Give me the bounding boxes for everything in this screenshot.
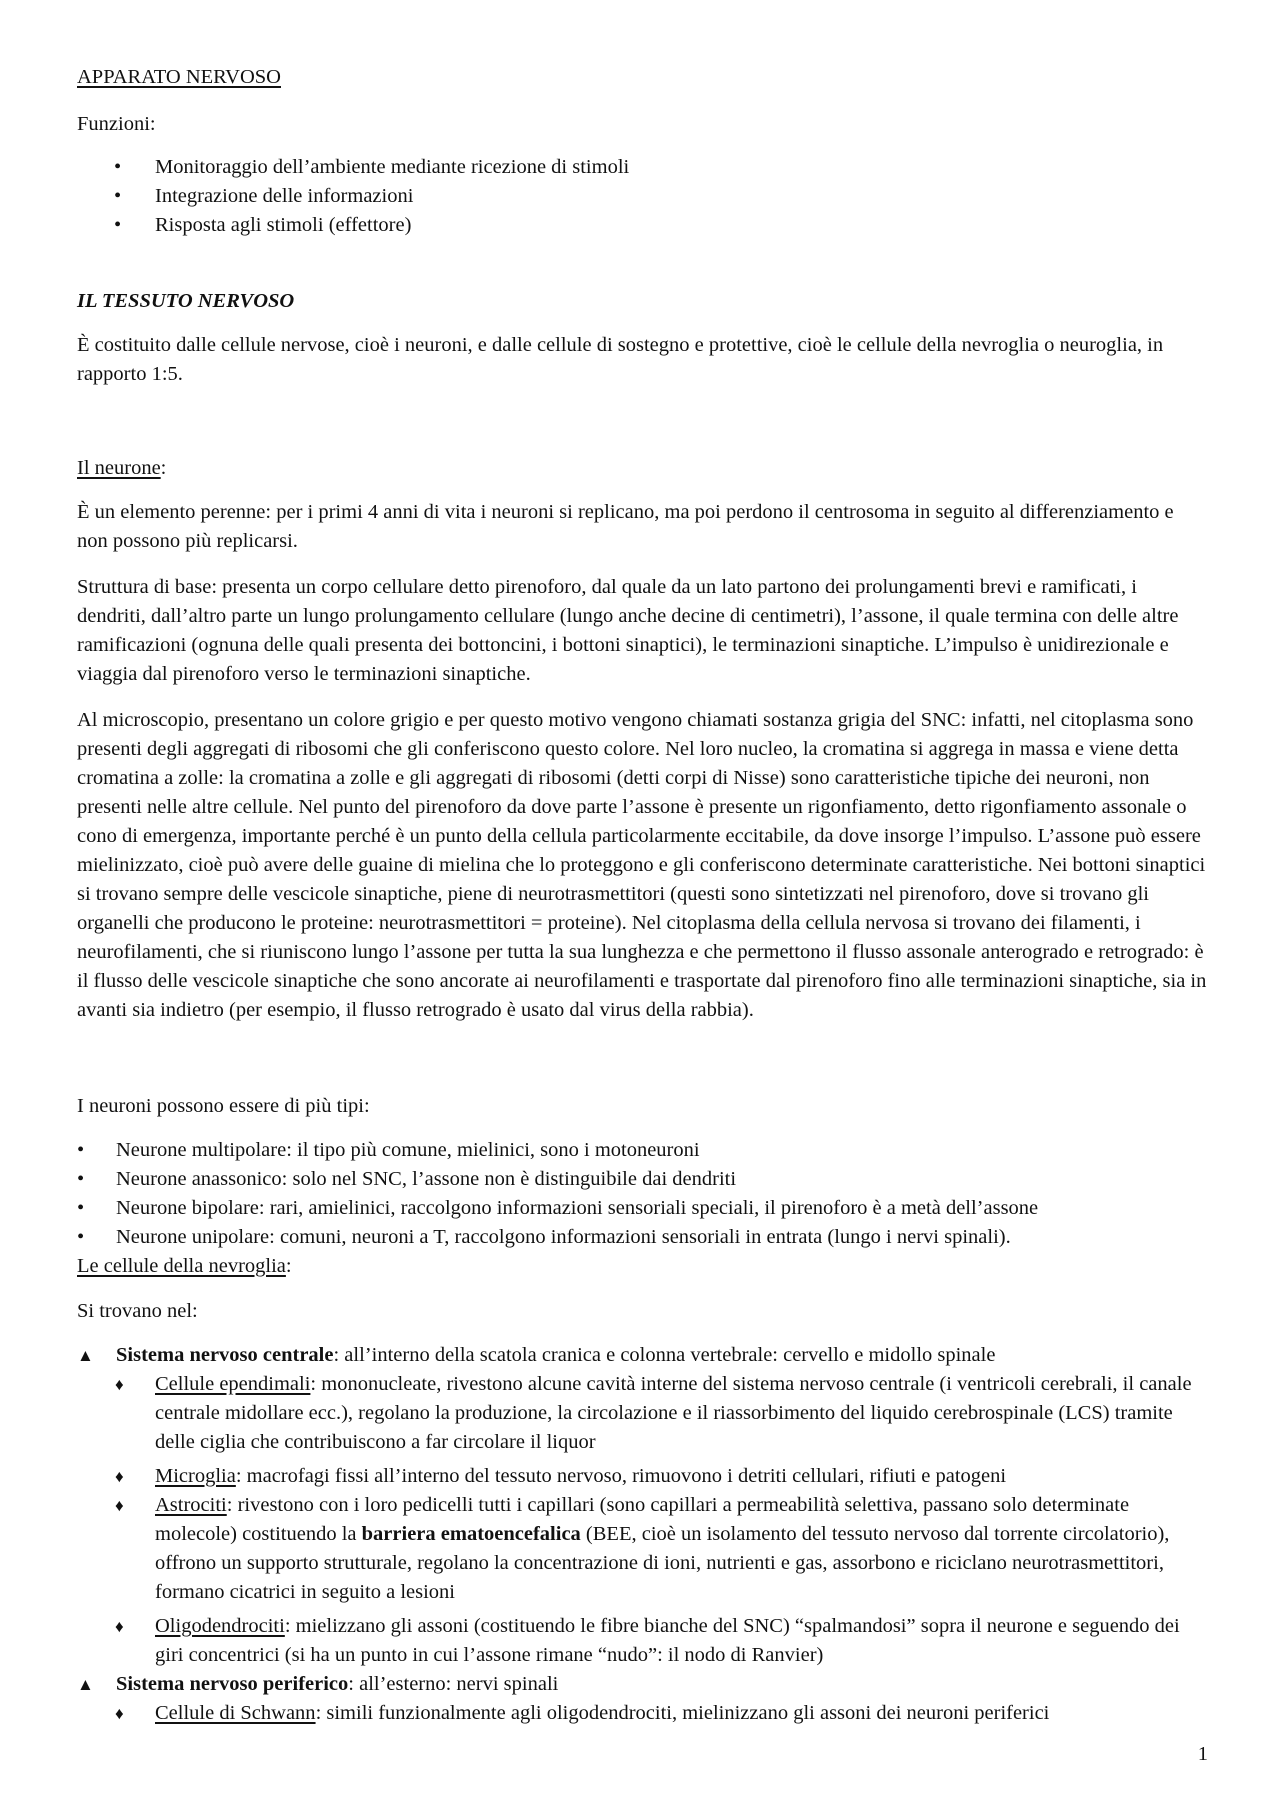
list-item: • Neurone anassonico: solo nel SNC, l’assone non è distinguibile dai dendriti xyxy=(77,1165,1207,1194)
diamond-bullet-icon: ♦ xyxy=(115,1496,124,1515)
nevroglia-section xyxy=(77,1341,1207,1728)
neurone-heading: Il neurone: xyxy=(77,457,167,479)
neurone-paragraph-2: Struttura di base: presenta un corpo cellulare detto pirenoforo, dal quale da un lato partono dei prolungamenti brevi e ramificati, i dendriti, dall’altro parte un lungo prolungamento cellulare (lungo anche decine di centimetri), l’assone, il quale termina con delle altre ramificazioni (ognuna delle quali presenta dei bottoncini, i bottoni sinaptici), le terminazioni sinaptiche. L’impulso è unidirezionale e viaggia dal pirenoforo verso le terminazioni sinaptiche. xyxy=(77,576,1179,685)
list-item: • Monitoraggio dell’ambiente mediante ricezione di stimoli xyxy=(77,153,1207,182)
astrociti-item: ♦ Astrociti: rivestono con i loro pedicelli tutti i capillari (sono capillari a permeabilità selettiva, passano solo determinate molecole) costituendo la barriera ematoencefalica (BEE, cioè un isolamento del tessuto nervoso dal torrente circolatorio), offrono un supporto strutturale, regolano la concentrazione di ioni, nutrienti e gas, assorbono e riciclano neurotrasmettitori, formano cicatrici in seguito a lesioni xyxy=(77,1491,1207,1607)
tessuto-paragraph: È costituito dalle cellule nervose, cioè i neuroni, e dalle cellule di sostegno e protettive, cioè le cellule della nevroglia o neuroglia, in rapporto 1:5. xyxy=(77,334,1164,385)
schwann-item: ♦ Cellule di Schwann: simili funzionalmente agli oligodendrociti, mielinizzano gli assoni dei neuroni periferici xyxy=(77,1699,1207,1728)
triangle-bullet-icon: ▲ xyxy=(77,1675,94,1694)
page-title: APPARATO NERVOSO xyxy=(77,66,281,88)
snp-item: ▲ Sistema nervoso periferico: all’esterno: nervi spinali xyxy=(77,1670,1207,1699)
funzioni-list xyxy=(77,153,1207,240)
list-item: • Neurone bipolare: rari, amielinici, raccolgono informazioni sensoriali speciali, il pirenoforo è a metà dell’assone xyxy=(77,1194,1207,1223)
tipi-intro: I neuroni possono essere di più tipi: xyxy=(77,1095,370,1117)
snc-item: ▲ Sistema nervoso centrale: all’interno della scatola cranica e colonna vertebrale: cervello e midollo spinale xyxy=(77,1341,1207,1370)
tessuto-heading: IL TESSUTO NERVOSO xyxy=(77,290,295,312)
nevroglia-heading: Le cellule della nevroglia: xyxy=(77,1255,292,1277)
list-item: • Integrazione delle informazioni xyxy=(77,182,1207,211)
diamond-bullet-icon: ♦ xyxy=(115,1467,124,1486)
neurone-paragraph-3: Al microscopio, presentano un colore grigio e per questo motivo vengono chiamati sostanza grigia del SNC: infatti, nel citoplasma sono presenti degli aggregati di ribosomi che gli conferiscono questo colore. Nel loro nucleo, la cromatina si aggrega in massa e viene detta cromatina a zolle: la cromatina a zolle e gli aggregati di ribosomi (detti corpi di Nisse) sono caratteristiche tipiche dei neuroni, non presenti nelle altre cellule. Nel punto del pirenoforo da dove parte l’assone è presente un rigonfiamento, detto rigonfiamento assonale o cono di emergenza, importante perché è un punto della cellula particolarmente eccitabile, da dove insorge l’impulso. L’assone può essere mielinizzato, cioè può avere delle guaine di mielina che lo proteggono e gli conferiscono determinate caratteristiche. Nei bottoni sinaptici si trovano sempre delle vescicole sinaptiche, piene di neurotrasmettitori (questi sono sintetizzati nel pirenoforo, dove si trovano gli organelli che producono le proteine: neurotrasmettitori = proteine). Nel citoplasma della cellula nervosa si trovano dei filamenti, i neurofilamenti, che si riuniscono lungo l’assone per tutta la sua lunghezza e che permettono il flusso assonale anterogrado e retrogrado: è il flusso delle vescicole sinaptiche che sono ancorate ai neurofilamenti e trasportate dal pirenoforo fino alle terminazioni sinaptiche, sia in avanti sia indietro (per esempio, il flusso retrogrado è usato dal virus della rabbia). xyxy=(77,709,1207,1021)
list-item: • Neurone unipolare: comuni, neuroni a T, raccolgono informazioni sensoriali in entrata (lungo i nervi spinali). xyxy=(77,1223,1207,1252)
oligodendrociti-item: ♦ Oligodendrociti: mielizzano gli assoni (costituendo le fibre bianche del SNC) “spalmandosi” sopra il neurone e seguendo dei giri concentrici (si ha un punto in cui l’assone rimane “nudo”: il nodo di Ranvier) xyxy=(77,1612,1207,1670)
funzioni-label: Funzioni: xyxy=(77,113,156,135)
microglia-item: ♦ Microglia: macrofagi fissi all’interno del tessuto nervoso, rimuovono i detriti cellulari, rifiuti e patogeni xyxy=(77,1462,1207,1491)
triangle-bullet-icon: ▲ xyxy=(77,1346,94,1365)
page-number: 1 xyxy=(1197,1743,1208,1765)
si-trovano: Si trovano nel: xyxy=(77,1300,198,1322)
neurone-paragraph-1: È un elemento perenne: per i primi 4 anni di vita i neuroni si replicano, ma poi perdono il centrosoma in seguito al differenziamento e non possono più replicarsi. xyxy=(77,501,1174,552)
list-item: • Neurone multipolare: il tipo più comune, mielinici, sono i motoneuroni xyxy=(77,1136,1207,1165)
list-item: • Risposta agli stimoli (effettore) xyxy=(77,211,1207,240)
diamond-bullet-icon: ♦ xyxy=(115,1617,124,1636)
ependimali-item: ♦ Cellule ependimali: mononucleate, rivestono alcune cavità interne del sistema nervoso centrale (i ventricoli cerebrali, il canale centrale midollare ecc.), regolano la produzione, la circolazione e il riassorbimento del liquido cerebrospinale (LCS) tramite delle ciglia che contribuiscono a far circolare il liquor xyxy=(77,1370,1207,1457)
diamond-bullet-icon: ♦ xyxy=(115,1704,124,1723)
tipi-list xyxy=(77,1136,1207,1252)
diamond-bullet-icon: ♦ xyxy=(115,1375,124,1394)
